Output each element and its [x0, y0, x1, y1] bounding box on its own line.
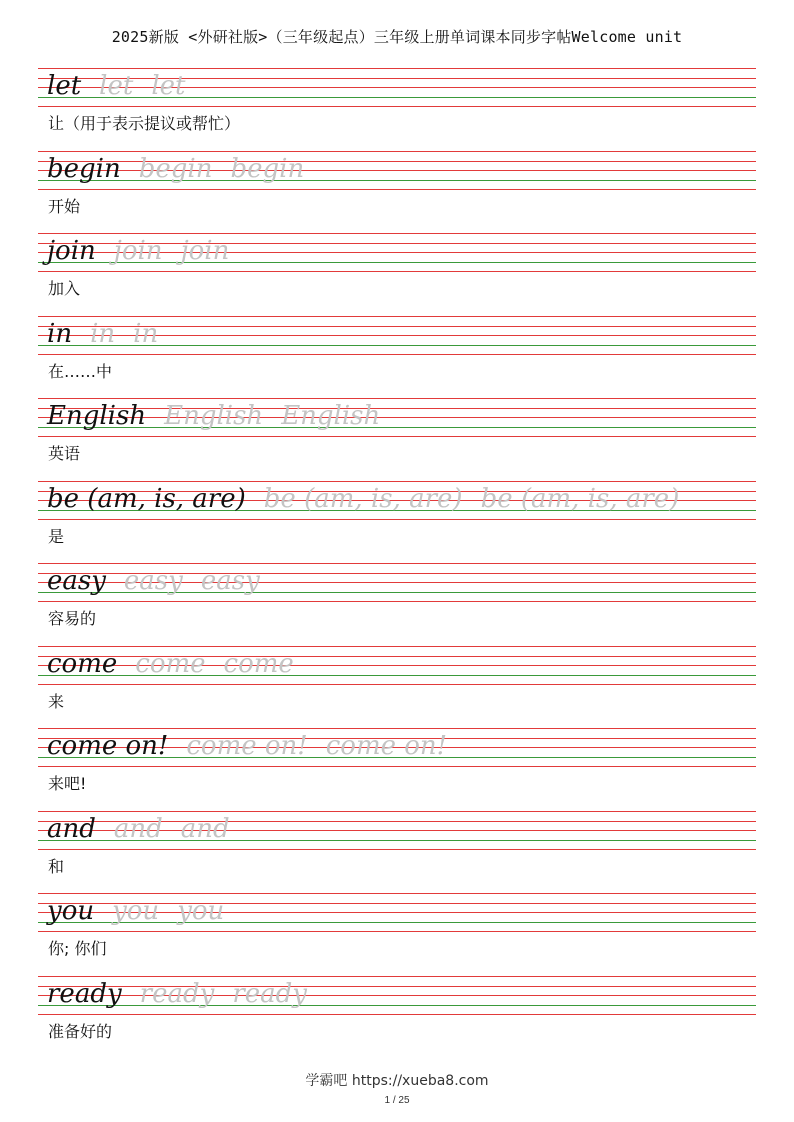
word-meaning: 来吧!: [48, 774, 87, 793]
tracing-word: join: [180, 236, 230, 266]
tracing-word: be (am, is, are): [480, 484, 680, 514]
tracing-word: in: [133, 319, 159, 349]
word-meaning: 容易的: [48, 609, 97, 628]
copybook-entry: [0, 481, 794, 563]
word-meaning: 开始: [48, 197, 81, 216]
vocabulary-word: easy: [47, 566, 106, 596]
word-meaning: 和: [48, 857, 65, 876]
vocabulary-word: English: [47, 401, 147, 431]
tracing-word: and: [180, 814, 230, 844]
tracing-word: join: [113, 236, 163, 266]
vocabulary-word: join: [47, 236, 96, 266]
word-writing-row: [47, 894, 224, 928]
word-writing-row: [47, 729, 447, 763]
footer-site-link[interactable]: 学霸吧 https://xueba8.com: [305, 1073, 489, 1089]
guide-line: [38, 106, 756, 107]
word-writing-row: [47, 317, 158, 351]
tracing-word: you: [177, 896, 225, 926]
guide-line: [38, 766, 756, 767]
guide-line: [38, 519, 756, 520]
tracing-word: easy: [123, 566, 183, 596]
copybook-entry: [0, 68, 794, 150]
word-writing-row: [47, 647, 294, 681]
tracing-word: ready: [139, 979, 215, 1009]
word-writing-row: [47, 977, 307, 1011]
word-meaning: 在……中: [48, 362, 113, 381]
vocabulary-word: you: [47, 896, 95, 926]
vocabulary-word: in: [47, 319, 73, 349]
guide-line: [38, 189, 756, 190]
tracing-word: in: [90, 319, 116, 349]
word-meaning: 你; 你们: [48, 939, 107, 958]
word-writing-row: [47, 69, 185, 103]
tracing-word: come on!: [186, 731, 308, 761]
tracing-word: begin: [230, 154, 305, 184]
word-meaning: 准备好的: [48, 1022, 113, 1041]
vocabulary-word: let: [47, 71, 82, 101]
tracing-word: ready: [232, 979, 307, 1009]
guide-line: [38, 436, 756, 437]
tracing-word: come: [223, 649, 294, 679]
vocabulary-word: come: [47, 649, 118, 679]
vocabulary-word: ready: [47, 979, 122, 1009]
copybook-entry: [0, 811, 794, 893]
tracing-word: easy: [200, 566, 260, 596]
tracing-word: let: [151, 71, 186, 101]
copybook-entry: [0, 233, 794, 315]
word-writing-row: [47, 234, 229, 268]
word-writing-row: [47, 152, 304, 186]
copybook-entry: [0, 893, 794, 975]
tracing-word: begin: [138, 154, 213, 184]
guide-line: [38, 354, 756, 355]
copybook-entry: [0, 728, 794, 810]
guide-line: [38, 684, 756, 685]
copybook-entry: [0, 976, 794, 1058]
tracing-word: let: [99, 71, 134, 101]
word-meaning: 是: [48, 527, 65, 546]
copybook-entry: [0, 563, 794, 645]
copybook-entry: [0, 398, 794, 480]
word-meaning: 加入: [48, 279, 81, 298]
guide-line: [38, 601, 756, 602]
word-meaning: 来: [48, 692, 65, 711]
tracing-word: come on!: [325, 731, 448, 761]
word-writing-row: [47, 564, 260, 598]
copybook-entry: [0, 316, 794, 398]
word-writing-row: [47, 399, 380, 433]
vocabulary-word: and: [47, 814, 96, 844]
tracing-word: English: [164, 401, 264, 431]
page-title: 2025新版 <外研社版>（三年级起点）三年级上册单词课本同步字帖Welcome unit: [111, 28, 683, 46]
vocabulary-word: begin: [47, 154, 121, 184]
guide-line: [38, 1014, 756, 1015]
tracing-word: English: [281, 401, 381, 431]
guide-line: [38, 931, 756, 932]
vocabulary-word: be (am, is, are): [47, 484, 246, 514]
word-writing-row: [47, 482, 679, 516]
guide-line: [38, 271, 756, 272]
tracing-word: and: [113, 814, 163, 844]
copybook-entry: [0, 646, 794, 728]
page-number: 1 / 25: [384, 1095, 410, 1106]
copybook-entry: [0, 151, 794, 233]
word-writing-row: [47, 812, 230, 846]
tracing-word: you: [112, 896, 160, 926]
tracing-word: come: [135, 649, 206, 679]
tracing-word: be (am, is, are): [263, 484, 463, 514]
word-meaning: 让（用于表示提议或帮忙）: [48, 114, 241, 133]
vocabulary-word: come on!: [47, 731, 169, 761]
word-meaning: 英语: [48, 444, 81, 463]
guide-line: [38, 849, 756, 850]
